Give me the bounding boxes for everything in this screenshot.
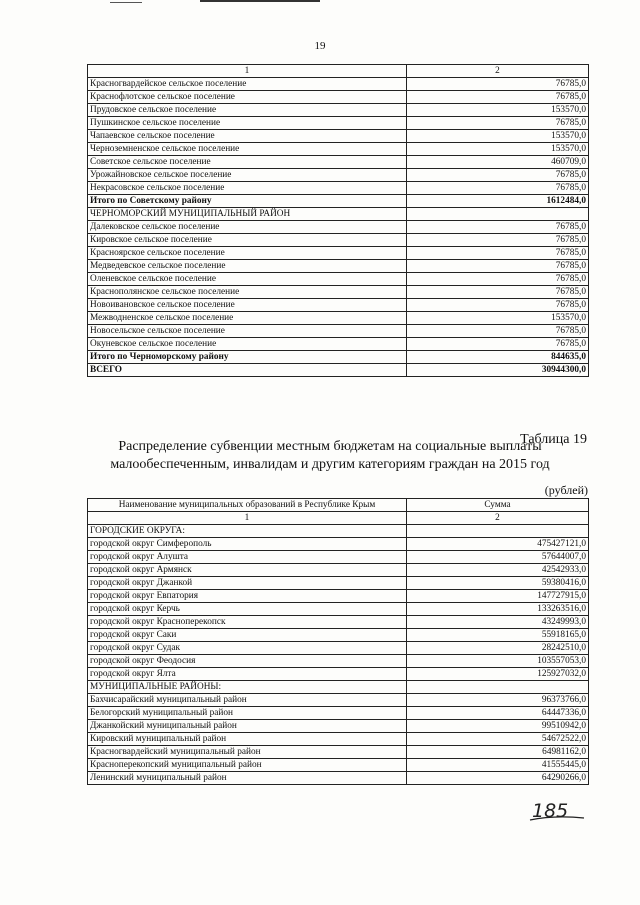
- row-value: 76785,0: [407, 260, 589, 273]
- row-name: Белогорский муниципальный район: [88, 707, 407, 720]
- table-row: [88, 694, 589, 707]
- column-header: 1: [88, 65, 407, 78]
- table-row: [88, 338, 589, 351]
- row-name: Черноземненское сельское поселение: [88, 143, 407, 156]
- table-header-row: [88, 65, 589, 78]
- row-value: 99510942,0: [407, 720, 589, 733]
- row-name: городской округ Джанкой: [88, 577, 407, 590]
- row-value: 844635,0: [407, 351, 589, 364]
- row-name: Бахчисарайский муниципальный район: [88, 694, 407, 707]
- row-name: Краснополянское сельское поселение: [88, 286, 407, 299]
- table-row: [88, 104, 589, 117]
- row-value: 96373766,0: [407, 694, 589, 707]
- table-row: [88, 772, 589, 785]
- row-value: 28242510,0: [407, 642, 589, 655]
- row-name: Новосельское сельское поселение: [88, 325, 407, 338]
- column-number: 2: [407, 512, 589, 525]
- row-value: 1612484,0: [407, 195, 589, 208]
- row-name: Некрасовское сельское поселение: [88, 182, 407, 195]
- row-name: ГОРОДСКИЕ ОКРУГА:: [88, 525, 407, 538]
- row-name: Окуневское сельское поселение: [88, 338, 407, 351]
- table-row: [88, 629, 589, 642]
- table-row: [88, 668, 589, 681]
- row-name: Краснофлотское сельское поселение: [88, 91, 407, 104]
- table-row: [88, 91, 589, 104]
- row-value: 460709,0: [407, 156, 589, 169]
- row-name: Урожайновское сельское поселение: [88, 169, 407, 182]
- table-row: [88, 156, 589, 169]
- table-row: [88, 221, 589, 234]
- row-value: 125927032,0: [407, 668, 589, 681]
- row-value: 64447336,0: [407, 707, 589, 720]
- row-name: Итого по Черноморскому району: [88, 351, 407, 364]
- row-name: Межводненское сельское поселение: [88, 312, 407, 325]
- table-row: [88, 733, 589, 746]
- row-name: Оленевское сельское поселение: [88, 273, 407, 286]
- table-row: [88, 746, 589, 759]
- row-name: Далековское сельское поселение: [88, 221, 407, 234]
- row-value: 76785,0: [407, 299, 589, 312]
- table-row: [88, 182, 589, 195]
- table-label: Таблица 19: [520, 432, 587, 447]
- column-header: Наименование муниципальных образований в Республике Крым: [88, 499, 407, 512]
- table-row: [88, 577, 589, 590]
- table-row: [88, 642, 589, 655]
- row-name: городской округ Симферополь: [88, 538, 407, 551]
- table-row: [88, 299, 589, 312]
- row-value: 64981162,0: [407, 746, 589, 759]
- row-value: 76785,0: [407, 117, 589, 130]
- column-header: 2: [407, 65, 589, 78]
- table-row: [88, 143, 589, 156]
- table-row: [88, 260, 589, 273]
- row-name: городской округ Судак: [88, 642, 407, 655]
- row-name: городской округ Ялта: [88, 668, 407, 681]
- row-value: 76785,0: [407, 286, 589, 299]
- table-row: [88, 169, 589, 182]
- table-row: [88, 616, 589, 629]
- row-value: 133263516,0: [407, 603, 589, 616]
- table-caption: Распределение субвенции местным бюджетам на социальные выплаты малообеспеченным, инвалидам и другим категориям граждан на 2015 год: [110, 439, 550, 472]
- row-value: [407, 681, 589, 694]
- page-number: 19: [314, 40, 326, 52]
- table-row: [88, 286, 589, 299]
- table-continuation: [87, 64, 589, 377]
- row-value: [407, 525, 589, 538]
- row-value: 76785,0: [407, 91, 589, 104]
- row-name: Красноперекопский муниципальный район: [88, 759, 407, 772]
- table-row: [88, 759, 589, 772]
- row-value: 153570,0: [407, 130, 589, 143]
- row-name: Красногвардейский муниципальный район: [88, 746, 407, 759]
- row-value: 153570,0: [407, 312, 589, 325]
- row-value: 76785,0: [407, 273, 589, 286]
- table-row: [88, 273, 589, 286]
- table-row: [88, 538, 589, 551]
- row-name: Кировский муниципальный район: [88, 733, 407, 746]
- row-name: Красногвардейское сельское поселение: [88, 78, 407, 91]
- row-value: 103557053,0: [407, 655, 589, 668]
- row-name: Ленинский муниципальный район: [88, 772, 407, 785]
- row-value: 76785,0: [407, 234, 589, 247]
- row-value: 153570,0: [407, 104, 589, 117]
- table-row: [88, 247, 589, 260]
- row-name: Медведевское сельское поселение: [88, 260, 407, 273]
- units-label: (рублей): [544, 483, 588, 497]
- row-name: Кировское сельское поселение: [88, 234, 407, 247]
- table-row: [88, 525, 589, 538]
- row-name: ЧЕРНОМОРСКИЙ МУНИЦИПАЛЬНЫЙ РАЙОН: [88, 208, 407, 221]
- row-value: 76785,0: [407, 182, 589, 195]
- row-name: Краснoярское сельское поселение: [88, 247, 407, 260]
- table-row: [88, 351, 589, 364]
- row-value: 475427121,0: [407, 538, 589, 551]
- row-value: 147727915,0: [407, 590, 589, 603]
- row-name: Прудовское сельское поселение: [88, 104, 407, 117]
- row-value: 76785,0: [407, 325, 589, 338]
- row-value: 76785,0: [407, 78, 589, 91]
- table-header-row: [88, 499, 589, 512]
- table-row: [88, 564, 589, 577]
- row-value: 42542933,0: [407, 564, 589, 577]
- row-value: 76785,0: [407, 221, 589, 234]
- table-row: [88, 234, 589, 247]
- table-row: [88, 551, 589, 564]
- table-row: [88, 681, 589, 694]
- table-row: [88, 720, 589, 733]
- row-name: городской округ Армянск: [88, 564, 407, 577]
- table-row: [88, 364, 589, 377]
- row-name: Чапаевское сельское поселение: [88, 130, 407, 143]
- table-row: [88, 603, 589, 616]
- row-name: Советское сельское поселение: [88, 156, 407, 169]
- row-name: городской округ Алушта: [88, 551, 407, 564]
- row-name: Новоивановское сельское поселение: [88, 299, 407, 312]
- handwritten-page-mark: [528, 798, 588, 824]
- table-row: [88, 325, 589, 338]
- row-name: ВСЕГО: [88, 364, 407, 377]
- table-row: [88, 117, 589, 130]
- row-name: городской округ Саки: [88, 629, 407, 642]
- table-row: [88, 208, 589, 221]
- row-value: [407, 208, 589, 221]
- row-name: городской округ Феодосия: [88, 655, 407, 668]
- table-row: [88, 707, 589, 720]
- row-value: 59380416,0: [407, 577, 589, 590]
- table-subheader-row: [88, 512, 589, 525]
- scan-artifact: [110, 0, 320, 6]
- row-value: 30944300,0: [407, 364, 589, 377]
- row-value: 153570,0: [407, 143, 589, 156]
- table-row: [88, 655, 589, 668]
- row-name: Джанкойский муниципальный район: [88, 720, 407, 733]
- row-name: МУНИЦИПАЛЬНЫЕ РАЙОНЫ:: [88, 681, 407, 694]
- row-value: 43249993,0: [407, 616, 589, 629]
- column-header: Сумма: [407, 499, 589, 512]
- row-name: городской округ Красноперекопск: [88, 616, 407, 629]
- row-value: 76785,0: [407, 169, 589, 182]
- table-row: [88, 312, 589, 325]
- row-name: Пушкинское сельское поселение: [88, 117, 407, 130]
- row-name: городской округ Евпатория: [88, 590, 407, 603]
- handwritten-number: 185: [532, 800, 569, 822]
- row-value: 54672522,0: [407, 733, 589, 746]
- row-value: 76785,0: [407, 247, 589, 260]
- row-value: 57644007,0: [407, 551, 589, 564]
- table-row: [88, 195, 589, 208]
- row-value: 41555445,0: [407, 759, 589, 772]
- column-number: 1: [88, 512, 407, 525]
- row-value: 55918165,0: [407, 629, 589, 642]
- row-value: 76785,0: [407, 338, 589, 351]
- row-value: 64290266,0: [407, 772, 589, 785]
- table-row: [88, 78, 589, 91]
- table-row: [88, 590, 589, 603]
- table-19: [87, 498, 589, 785]
- row-name: городской округ Керчь: [88, 603, 407, 616]
- table-row: [88, 130, 589, 143]
- row-name: Итого по Советскому району: [88, 195, 407, 208]
